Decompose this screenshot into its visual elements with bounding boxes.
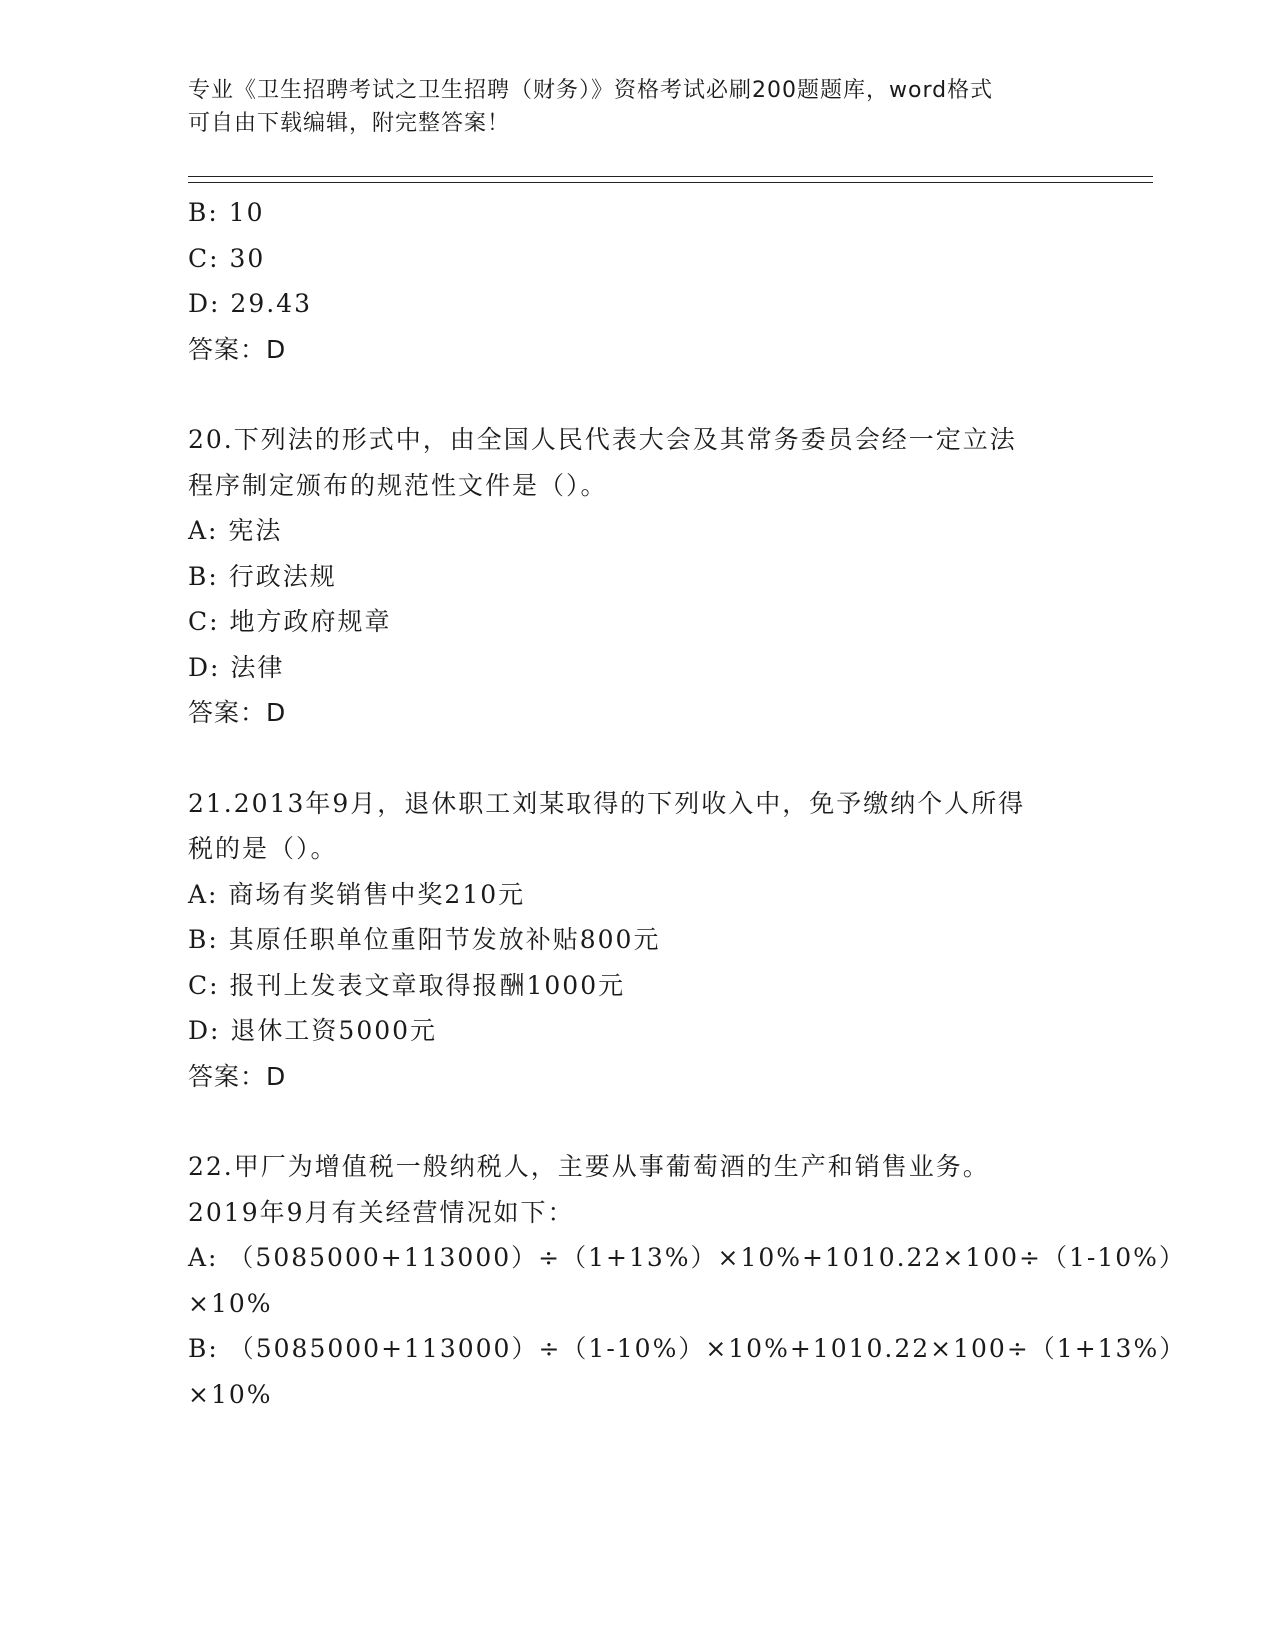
question-20-option-d: D: 法律 bbox=[188, 652, 285, 682]
question-21-option-c: C: 报刊上发表文章取得报酬1000元 bbox=[188, 970, 626, 1000]
spacer bbox=[188, 736, 1118, 781]
question-20-answer: 答案：D bbox=[188, 698, 287, 727]
question-22-stem-line2: 2019年9月有关经营情况如下： bbox=[188, 1197, 575, 1227]
question-content bbox=[188, 190, 1187, 1417]
question-21-option-d: D: 退休工资5000元 bbox=[188, 1016, 438, 1045]
question-21-stem-line1: 21.2013年9月，退休职工刘某取得的下列收入中，免予缴纳个人所得 bbox=[188, 788, 1026, 818]
option-b: B: 10 bbox=[188, 198, 265, 227]
question-20-option-c: C: 地方政府规章 bbox=[188, 607, 392, 636]
question-21-stem-line2: 税的是（）。 bbox=[188, 834, 338, 863]
question-21-answer: 答案：D bbox=[188, 1061, 287, 1091]
question-21-option-a: A: 商场有奖销售中奖210元 bbox=[188, 879, 526, 909]
question-22-stem-line1: 22.甲厂为增值税一般纳税人，主要从事葡萄酒的生产和销售业务。 bbox=[188, 1152, 990, 1181]
spacer bbox=[188, 372, 1118, 417]
question-20-stem-line1: 20.下列法的形式中，由全国人民代表大会及其常务委员会经一定立法 bbox=[188, 425, 1017, 454]
option-c: C: 30 bbox=[188, 243, 266, 273]
header-rule-bottom bbox=[188, 182, 1153, 183]
header-title-line1: 专业《卫生招聘考试之卫生招聘（财务）》资格考试必刷200题题库，word格式 bbox=[188, 78, 994, 103]
question-20-option-a: A: 宪法 bbox=[188, 516, 283, 545]
question-21-option-b: B: 其原任职单位重阳节发放补贴800元 bbox=[188, 925, 661, 954]
question-22-option-b-line1: B: （5085000+113000）÷（1-10%）×10%+1010.22×100÷（1+13%） bbox=[188, 1334, 1187, 1363]
header-title-line2: 可自由下载编辑，附完整答案！ bbox=[188, 111, 511, 136]
question-20-stem-line2: 程序制定颁布的规范性文件是（）。 bbox=[188, 470, 608, 500]
question-22-option-b-line2: ×10% bbox=[188, 1379, 273, 1409]
answer-line: 答案：D bbox=[188, 334, 287, 364]
question-20-option-b: B: 行政法规 bbox=[188, 561, 337, 591]
header-rule-top bbox=[188, 176, 1153, 177]
question-22-option-a-line1: A: （5085000+113000）÷（1+13%）×10%+1010.22×100÷（1-10%） bbox=[188, 1243, 1186, 1272]
option-d: D: 29.43 bbox=[188, 289, 312, 318]
document-header bbox=[188, 74, 1088, 140]
spacer bbox=[188, 1099, 1118, 1144]
question-22-option-a-line2: ×10% bbox=[188, 1288, 273, 1318]
